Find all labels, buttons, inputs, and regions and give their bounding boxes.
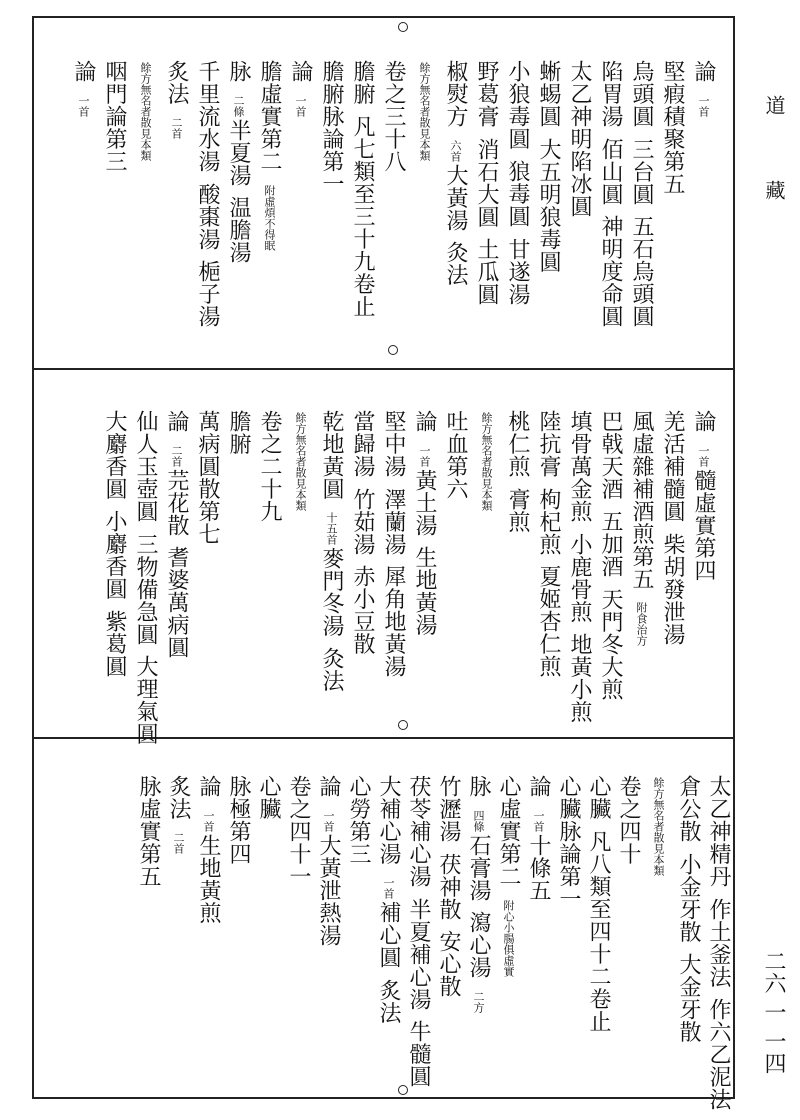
entry-text: 論 — [316, 775, 341, 798]
entry-text: 脉虛實第五 — [136, 775, 161, 888]
entry-text: 巴戟天酒 — [598, 410, 623, 500]
entry-text: 心臟 — [586, 775, 611, 820]
entry-text: 大五明狼毒圓 — [536, 137, 561, 273]
entry-text: 太乙神精丹 — [706, 775, 731, 888]
text-column — [135, 775, 161, 898]
entry-text: 椒熨方 — [443, 60, 468, 128]
text-column — [287, 60, 313, 119]
text-column — [465, 775, 491, 1015]
entry-text: 生地黃湯 — [412, 546, 437, 636]
annotation-note: 附心小腸俱虛實 — [502, 899, 515, 977]
text-column — [473, 60, 499, 315]
entry-text: 陷胃湯 — [598, 60, 623, 128]
section-circle-marker — [388, 345, 398, 355]
entry-text: 土瓜圓 — [474, 237, 499, 305]
entry-text: 千里流水湯 — [195, 60, 220, 173]
entry-text: 乾地黃圓 — [319, 410, 344, 500]
entry-text: 五石烏頭圓 — [629, 215, 654, 328]
entry-text: 枸杞煎 — [536, 487, 561, 555]
entry-text: 卷之四十一 — [286, 775, 311, 888]
text-column — [225, 60, 251, 274]
entry-text: 桃仁煎 — [505, 410, 530, 478]
entry-text: 茯苓補心湯 — [406, 775, 431, 888]
entry-text: 地黃小煎 — [567, 632, 592, 723]
annotation-note: 一首 — [697, 444, 710, 467]
entry-text: 小金牙散 — [676, 852, 701, 943]
entry-text: 灸法 — [443, 241, 468, 286]
section-circle-marker — [398, 22, 408, 32]
entry-text: 論 — [691, 410, 716, 433]
entry-text: 作土釜法 — [706, 897, 731, 988]
entry-text: 灸法 — [319, 647, 344, 692]
text-column — [705, 775, 731, 1120]
entry-text: 咽門論第三 — [102, 60, 127, 173]
margin-label-dao: 道 — [762, 95, 786, 115]
text-column — [495, 775, 521, 979]
entry-text: 膽腑 — [226, 410, 251, 455]
text-column — [165, 775, 191, 856]
text-column — [318, 60, 344, 205]
text-column — [628, 410, 654, 648]
text-column — [535, 60, 561, 283]
annotation-note: 餘方無名者散見本類 — [139, 62, 152, 161]
entry-text: 作六乙泥法 — [706, 997, 731, 1110]
text-column — [435, 775, 461, 1008]
entry-text: 卷之三十八 — [381, 60, 406, 173]
entry-text: 小麝香圓 — [102, 510, 127, 600]
text-column — [566, 60, 592, 228]
annotation-note: 餘方無名者散見本類 — [294, 412, 307, 511]
text-column — [163, 410, 189, 669]
text-column — [380, 410, 406, 688]
text-column — [597, 60, 623, 338]
annotation-note: 四條 — [472, 809, 485, 832]
annotation-note: 餘方無名者散見本類 — [480, 412, 493, 511]
entry-text: 心虛實第二 — [496, 775, 521, 888]
entry-text: 心勞第三 — [346, 775, 371, 865]
entry-text: 膽腑 — [350, 60, 375, 105]
text-column — [628, 60, 654, 338]
entry-text: 卷之二十九 — [257, 410, 282, 523]
text-column — [535, 410, 561, 688]
entry-text: 膽腑脉論第一 — [319, 60, 344, 195]
entry-text: 炙法 — [376, 978, 401, 1024]
entry-text: 柴胡發泄湯 — [660, 532, 685, 645]
entry-text: 紫葛圓 — [102, 610, 127, 678]
text-column — [675, 775, 701, 1053]
text-column — [349, 410, 375, 665]
text-column — [101, 410, 127, 688]
entry-text: 甘遂湯 — [505, 237, 530, 305]
text-column — [225, 410, 251, 465]
entry-text: 犀角地黃湯 — [381, 565, 406, 678]
text-column — [525, 775, 551, 911]
entry-text: 半夏補心湯 — [406, 897, 431, 1010]
annotation-note: 一首 — [532, 809, 545, 832]
text-column — [375, 775, 401, 1034]
text-column — [315, 775, 341, 956]
entry-text: 大金牙散 — [676, 952, 701, 1043]
text-column — [256, 60, 282, 253]
annotation-note: 一首 — [697, 94, 710, 117]
text-column — [195, 775, 221, 934]
entry-text: 風虛雜補酒煎第五 — [629, 410, 654, 590]
annotation-note: 附虛煩不得眠 — [263, 184, 276, 251]
entry-text: 陸抗膏 — [536, 410, 561, 478]
annotation-note: 一首 — [418, 444, 431, 467]
entry-text: 太乙神明陷冰圓 — [567, 60, 592, 218]
annotation-note: 十五首 — [325, 512, 338, 545]
text-column — [345, 775, 371, 875]
entry-text: 蜥蜴圓 — [536, 60, 561, 128]
entry-text: 生地黃煎 — [196, 833, 221, 924]
entry-text: 卷之四十 — [616, 775, 641, 865]
entry-text: 黃土湯 — [412, 468, 437, 536]
entry-text: 心臟脉論第一 — [556, 775, 581, 910]
text-column — [442, 410, 468, 510]
annotation-note: 二首 — [172, 832, 185, 854]
entry-text: 狼毒圓 — [505, 160, 530, 228]
annotation-note: 一首 — [294, 94, 307, 117]
entry-text: 小狼毒圓 — [505, 60, 530, 150]
entry-text: 瀉心湯 — [466, 911, 491, 979]
entry-text: 羌活補髓圓 — [660, 410, 685, 523]
text-column — [349, 60, 375, 328]
entry-text: 脉 — [466, 775, 491, 798]
annotation-note: 二首 — [170, 117, 183, 139]
entry-text: 竹茹湯 — [350, 487, 375, 555]
entry-text: 填骨萬金煎 — [567, 410, 592, 523]
text-column — [132, 60, 158, 163]
entry-text: 三物備急圓 — [133, 532, 158, 645]
entry-text: 澤蘭湯 — [381, 487, 406, 555]
text-column — [163, 60, 189, 141]
text-column — [645, 775, 671, 878]
entry-text: 吐血第六 — [443, 410, 468, 500]
entry-text: 萬病圓散第七 — [195, 410, 220, 545]
entry-text: 烏頭圓 — [629, 60, 654, 128]
entry-text: 赤小豆散 — [350, 565, 375, 655]
entry-text: 大黃泄熱湯 — [316, 833, 341, 946]
entry-text: 佰山圓 — [598, 137, 623, 205]
text-column — [411, 410, 437, 646]
page-number: 二六 一 一四 — [761, 950, 786, 1074]
entry-text: 脉極第四 — [226, 775, 251, 865]
text-column — [585, 775, 611, 1043]
text-column — [256, 410, 282, 533]
entry-text: 倉公散 — [676, 775, 701, 843]
entry-text: 論 — [196, 775, 221, 798]
entry-text: 凡八類至四十二卷止 — [586, 830, 611, 1033]
entry-text: 膏煎 — [505, 487, 530, 533]
entry-text: 半夏湯 — [226, 118, 251, 186]
annotation-note: 二首 — [170, 444, 183, 467]
text-column — [285, 775, 311, 898]
annotation-note: 餘方無名者散見本類 — [652, 777, 665, 876]
text-column — [287, 410, 313, 513]
entry-text: 論 — [288, 60, 313, 83]
entry-text: 論 — [526, 775, 551, 798]
text-column — [659, 60, 685, 205]
entry-text: 十條五 — [526, 833, 551, 901]
panel-divider-1 — [32, 368, 735, 370]
entry-text: 炙法 — [166, 775, 191, 820]
entry-text: 凡七類至三十九卷止 — [350, 115, 375, 318]
entry-text: 炙法 — [164, 60, 189, 105]
entry-text: 小鹿骨煎 — [567, 532, 592, 623]
entry-text: 耆婆萬病圓 — [164, 546, 189, 659]
entry-text: 三台圓 — [629, 137, 654, 205]
entry-text: 消石大圓 — [474, 137, 499, 228]
entry-text: 夏姬杏仁煎 — [536, 565, 561, 678]
entry-text: 大理氣圓 — [133, 655, 158, 745]
text-column — [70, 60, 96, 119]
entry-text: 堅中湯 — [381, 410, 406, 478]
entry-text: 石膏湯 — [466, 833, 491, 901]
text-column — [555, 775, 581, 920]
annotation-note: 六首 — [449, 139, 462, 162]
entry-text: 仙人玉壺圓 — [133, 410, 158, 523]
text-column — [659, 410, 685, 655]
entry-text: 大補心湯 — [376, 775, 401, 865]
entry-text: 天門冬大煎 — [598, 587, 623, 700]
text-column — [411, 60, 437, 163]
text-column — [132, 410, 158, 755]
entry-text: 五加酒 — [598, 510, 623, 578]
entry-text: 論 — [71, 60, 96, 83]
entry-text: 麥門冬湯 — [319, 547, 344, 637]
text-column — [504, 60, 530, 315]
entry-text: 酸棗湯 — [195, 182, 220, 250]
text-column — [194, 410, 220, 555]
entry-text: 當歸湯 — [350, 410, 375, 478]
text-column — [255, 775, 281, 830]
annotation-note: 一首 — [77, 94, 90, 117]
entry-text: 論 — [164, 410, 189, 433]
entry-text: 芫花散 — [164, 468, 189, 536]
annotation-note: 二方 — [472, 990, 485, 1013]
entry-text: 堅瘕積聚第五 — [660, 60, 685, 195]
annotation-note: 附食治方 — [635, 602, 648, 646]
section-circle-marker — [398, 720, 408, 730]
entry-text: 髓虛實第四 — [691, 468, 716, 581]
entry-text: 論 — [691, 60, 716, 83]
annotation-note: 二條 — [232, 94, 245, 117]
entry-text: 安心散 — [436, 930, 461, 998]
text-column — [101, 60, 127, 183]
text-column — [318, 410, 344, 702]
text-column — [504, 410, 530, 543]
text-column — [690, 60, 716, 119]
text-column — [405, 775, 431, 1098]
entry-text: 論 — [412, 410, 437, 433]
annotation-note: 一首 — [322, 809, 335, 832]
text-column — [194, 60, 220, 338]
entry-text: 大黃湯 — [443, 163, 468, 231]
entry-text: 牛髓圓 — [406, 1020, 431, 1088]
text-column — [225, 775, 251, 875]
entry-text: 茯神散 — [436, 852, 461, 920]
text-column — [597, 410, 623, 710]
entry-text: 温膽湯 — [226, 196, 251, 264]
entry-text: 野葛膏 — [474, 60, 499, 128]
entry-text: 竹瀝湯 — [436, 775, 461, 843]
text-column — [380, 60, 406, 183]
text-column — [442, 60, 468, 296]
entry-text: 神明度命圓 — [598, 215, 623, 328]
margin-label-zang: 藏 — [762, 180, 786, 200]
annotation-note: 一首 — [202, 809, 215, 832]
text-column — [615, 775, 641, 875]
annotation-note: 一首 — [382, 877, 395, 899]
entry-text: 大麝香圓 — [102, 410, 127, 500]
text-column — [473, 410, 499, 513]
annotation-note: 餘方無名者散見本類 — [418, 62, 431, 161]
text-column — [690, 410, 716, 591]
entry-text: 補心圓 — [376, 901, 401, 969]
entry-text: 心臟 — [256, 775, 281, 820]
entry-text: 脉 — [226, 60, 251, 83]
entry-text: 膽虛實第二 — [257, 60, 282, 173]
entry-text: 梔子湯 — [195, 260, 220, 328]
text-column — [566, 410, 592, 733]
